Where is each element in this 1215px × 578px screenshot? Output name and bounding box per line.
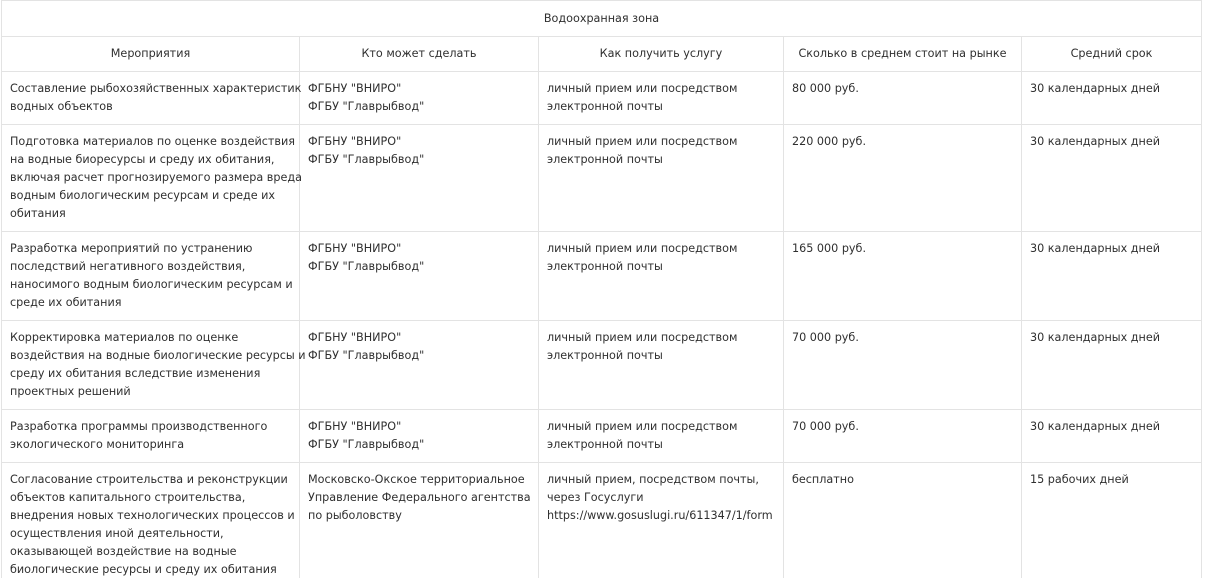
table-row (2, 72, 1202, 125)
cell-who: ФГБНУ "ВНИРО" ФГБУ "Главрыбвод" (300, 321, 539, 410)
cell-how: личный прием или посредством электронной почты (539, 72, 784, 125)
header-events: Мероприятия (2, 37, 300, 72)
cell-term: 30 календарных дней (1022, 125, 1202, 232)
cell-price: 70 000 руб. (784, 410, 1022, 463)
cell-how: личный прием или посредством электронной почты (539, 125, 784, 232)
cell-event: Разработка программы производственного экологического мониторинга (2, 410, 300, 463)
header-who: Кто может сделать (300, 37, 539, 72)
cell-term: 15 рабочих дней (1022, 463, 1202, 578)
header-price: Сколько в среднем стоит на рынке (784, 37, 1022, 72)
cell-event: Корректировка материалов по оценке воздействия на водные биологические ресурсы и среду их обитания вследствие изменения проектных решений (2, 321, 300, 410)
cell-term: 30 календарных дней (1022, 232, 1202, 321)
cell-who: ФГБНУ "ВНИРО" ФГБУ "Главрыбвод" (300, 232, 539, 321)
cell-who: ФГБНУ "ВНИРО" ФГБУ "Главрыбвод" (300, 72, 539, 125)
table-row (2, 125, 1202, 232)
services-table (1, 0, 1202, 578)
cell-how: личный прием, посредством почты, через Госуслуги https://www.gosuslugi.ru/611347/1/form (539, 463, 784, 578)
table-row (2, 232, 1202, 321)
header-term: Средний срок (1022, 37, 1202, 72)
cell-event: Составление рыбохозяйственных характеристик водных объектов (2, 72, 300, 125)
table-title: Водоохранная зона (2, 1, 1202, 37)
cell-how: личный прием или посредством электронной почты (539, 232, 784, 321)
cell-price: 70 000 руб. (784, 321, 1022, 410)
cell-who: ФГБНУ "ВНИРО" ФГБУ "Главрыбвод" (300, 125, 539, 232)
cell-who: ФГБНУ "ВНИРО" ФГБУ "Главрыбвод" (300, 410, 539, 463)
table-row (2, 410, 1202, 463)
cell-term: 30 календарных дней (1022, 72, 1202, 125)
cell-who: Московско-Окское территориальное Управление Федерального агентства по рыболовству (300, 463, 539, 578)
cell-event: Согласование строительства и реконструкции объектов капитального строительства, внедрения новых технологических процессов и осуществления иной деятельности, оказывающей воздействие на водные биологические ресурсы и среду их обитания (2, 463, 300, 578)
cell-how: личный прием или посредством электронной почты (539, 321, 784, 410)
table-row (2, 463, 1202, 578)
cell-term: 30 календарных дней (1022, 410, 1202, 463)
cell-price: 220 000 руб. (784, 125, 1022, 232)
cell-how: личный прием или посредством электронной почты (539, 410, 784, 463)
cell-price: 80 000 руб. (784, 72, 1022, 125)
cell-price: бесплатно (784, 463, 1022, 578)
table-title-row (2, 1, 1202, 37)
cell-event: Подготовка материалов по оценке воздействия на водные биоресурсы и среду их обитания, включая расчет прогнозируемого размера вреда водным биологическим ресурсам и среде их обитания (2, 125, 300, 232)
cell-event: Разработка мероприятий по устранению последствий негативного воздействия, наносимого водным биологическим ресурсам и среде их обитания (2, 232, 300, 321)
gosuslugi-link[interactable]: https://www.gosuslugi.ru/611347/1/form (547, 509, 773, 522)
cell-term: 30 календарных дней (1022, 321, 1202, 410)
header-how: Как получить услугу (539, 37, 784, 72)
table-header-row (2, 37, 1202, 72)
cell-price: 165 000 руб. (784, 232, 1022, 321)
table-row (2, 321, 1202, 410)
